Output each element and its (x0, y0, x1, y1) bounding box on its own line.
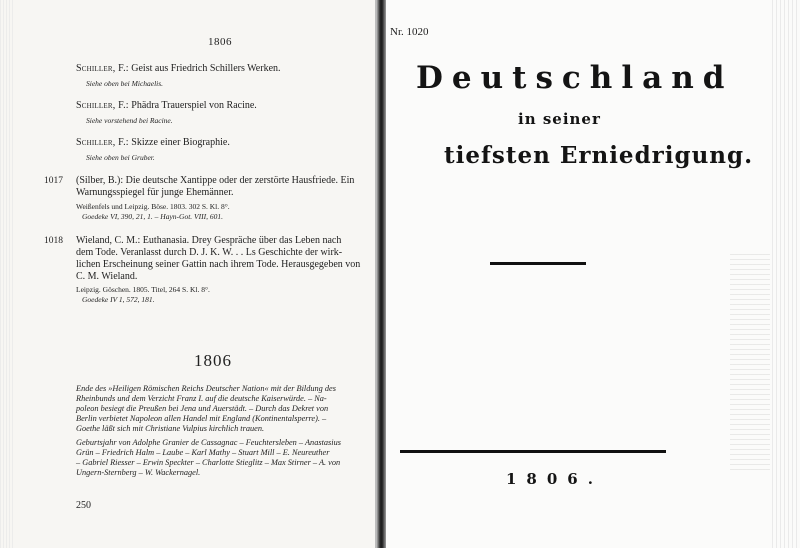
section-year: 1806 (194, 351, 232, 370)
entry-line: (Silber, B.): Die deutsche Xantippe oder der zerstörte Hausfriede. Ein (76, 175, 355, 186)
page-folio: 250 (76, 500, 91, 511)
cross-ref-title: Phädra Trauerspiel von Racine. (131, 100, 257, 111)
births-line: Geburtsjahr von Adolphe Granier de Cassagnac – Feuchtersleben – Anastasius (76, 438, 341, 447)
page-edge (772, 0, 800, 548)
cross-ref-see: Siehe vorstehend bei Racine. (86, 116, 173, 125)
entry-line: dem Tode. Veranlasst durch D. J. K. W. . . Ls Geschichte der wirk- (76, 247, 343, 258)
history-line: poleon besiegt die Preußen bei Jena und Auerstädt. – Durch das Dekret von (76, 404, 329, 413)
title-year: 1806. (506, 470, 603, 488)
entry-reference: Goedeke VI, 390, 21, 1. – Hayn-Got. VIII, 601. (82, 212, 224, 221)
title-main: Deutschland (416, 60, 734, 96)
entry-line: Wieland, C. M.: Euthanasia. Drey Gespräche über das Leben nach (76, 235, 342, 246)
cross-ref-author: Schiller, F.: (76, 63, 129, 74)
cross-ref-1 (76, 63, 281, 75)
history-line: Rheinbunds und dem Verzicht Franz I. auf die deutsche Kaiserwürde. – Na- (76, 394, 327, 403)
right-page (386, 0, 800, 548)
entry-line: Warnungsspiegel für junge Ehemänner. (76, 187, 234, 198)
entry-line: lichen Erscheinung seiner Gattin nach ihrem Tode. Herausgegeben von (76, 259, 361, 270)
entry-reference: Goedeke IV 1, 572, 181. (82, 295, 155, 304)
running-head-year: 1806 (208, 36, 232, 48)
item-number: Nr. 1020 (390, 26, 429, 38)
entry-imprint: Leipzig. Göschen. 1805. Titel, 264 S. Kl. 8°. (76, 285, 210, 294)
entry-number: 1017 (44, 176, 63, 186)
cross-ref-2 (76, 100, 257, 112)
entry-number: 1018 (44, 236, 63, 246)
cross-ref-title: Geist aus Friedrich Schillers Werken. (131, 63, 281, 74)
history-line: Ende des »Heiligen Römischen Reichs Deutscher Nation« mit der Bildung des (76, 384, 336, 393)
entry-line: C. M. Wieland. (76, 271, 138, 282)
scan-noise (730, 250, 770, 470)
cross-ref-3 (76, 137, 230, 149)
book-gutter (376, 0, 386, 548)
title-line-3: tiefsten Erniedrigung. (444, 142, 754, 169)
history-line: Goethe läßt sich mit Christiane Vulpius kirchlich trauen. (76, 424, 265, 433)
cross-ref-title: Skizze einer Biographie. (131, 137, 230, 148)
births-line: – Gabriel Riesser – Erwin Speckter – Charlotte Stieglitz – Max Stirner – A. von (76, 458, 341, 467)
left-page (0, 0, 376, 548)
history-line: Berlin verbietet Napoleon allen Handel mit England (Kontinentalsperre). – (76, 414, 327, 423)
births-line: Ungern-Sternberg – W. Wackernagel. (76, 468, 201, 477)
decorative-rule (490, 262, 586, 265)
cross-ref-author: Schiller, F.: (76, 100, 129, 111)
entry-imprint: Weißenfels und Leipzig. Böse. 1803. 302 S. Kl. 8°. (76, 202, 230, 211)
cross-ref-see: Siehe oben bei Michaelis. (86, 79, 164, 88)
bottom-rule (400, 450, 666, 453)
cross-ref-see: Siehe oben bei Gruber. (86, 153, 155, 162)
cross-ref-author: Schiller, F.: (76, 137, 129, 148)
births-line: Grün – Friedrich Halm – Laube – Karl Mathy – Stuart Mill – E. Neureuther (76, 448, 330, 457)
page-edge (0, 0, 14, 548)
title-line-2: in seiner (518, 110, 601, 128)
